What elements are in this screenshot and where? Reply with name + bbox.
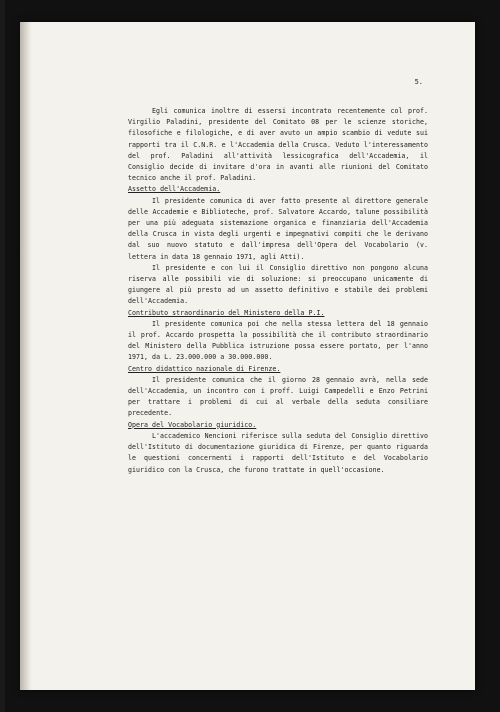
page-number: 5. (414, 78, 423, 86)
document-page (20, 22, 475, 690)
body-paragraph: Il presidente comunica che il giorno 28 gennaio avrà, nella sede dell'Accademia, un incontro con i proff. Luigi Campedelli e Enzo Petrini per trattare i problemi di cui al verbale della seduta consiliare precedente. (128, 375, 428, 418)
body-paragraph: Il presidente e con lui il Consiglio direttivo non pongono alcuna riserva alle possibili vie di soluzione: si preoccupano unicamente di giungere al più presto ad un assetto definitivo e stabile dei problemi dell'Accademia. (128, 263, 428, 306)
body-paragraph: Il presidente comunica poi che nella stessa lettera del 18 gennaio il prof. Accardo prospetta la possibilità che il contributo straordinario del Ministero della Pubblica istruzione possa essere portato, per l'anno 1971, da L. 23.000.000 a 30.000.000. (128, 319, 428, 362)
scan-edge (0, 0, 5, 712)
body-paragraph: L'accademico Nencioni riferisce sulla seduta del Consiglio direttivo dell'Istituto di documentazione giuridica di Firenze, per quanto riguarda le questioni concernenti i rapporti dell'Istituto e del Vocabolario giuridico con la Crusca, che furono trattate in quell'occasione. (128, 431, 428, 474)
section-heading: Centro didattico nazionale di Firenze. (128, 364, 281, 373)
document-body (128, 106, 428, 476)
section-heading: Opera del Vocabolario giuridico. (128, 420, 257, 429)
page-binding (20, 22, 32, 690)
body-paragraph: Il presidente comunica di aver fatto presente al direttore generale delle Accademie e Biblioteche, prof. Salvatore Accardo, talune possibilità per una più adeguata sistemazione organica e finanziaria dell'Accademia della Crusca in vista degli urgenti e impegnativi compiti che le derivano dal suo nuovo statuto e dall'impresa dell'Opera del Vocabolario (v. lettera in data 18 gennaio 1971, agli Atti). (128, 196, 428, 261)
body-paragraph: Egli comunica inoltre di essersi incontrato recentemente col prof. Virgilio Paladini, presidente del Comitato 08 per le scienze storiche, filosofiche e filologiche, e di aver avuto un ampio scambio di vedute sui rapporti tra il C.N.R. e l'Accademia della Crusca. Veduto l'interessamento del prof. Paladini all'attività lessicografica dell'Accademia, il Consiglio decide di invitare d'ora in avanti alle riunioni del Comitato tecnico anche il prof. Paladini. (128, 107, 428, 183)
section-heading: Assetto dell'Accademia. (128, 185, 221, 194)
section-heading: Contributo straordinario del Ministero della P.I. (128, 308, 325, 317)
